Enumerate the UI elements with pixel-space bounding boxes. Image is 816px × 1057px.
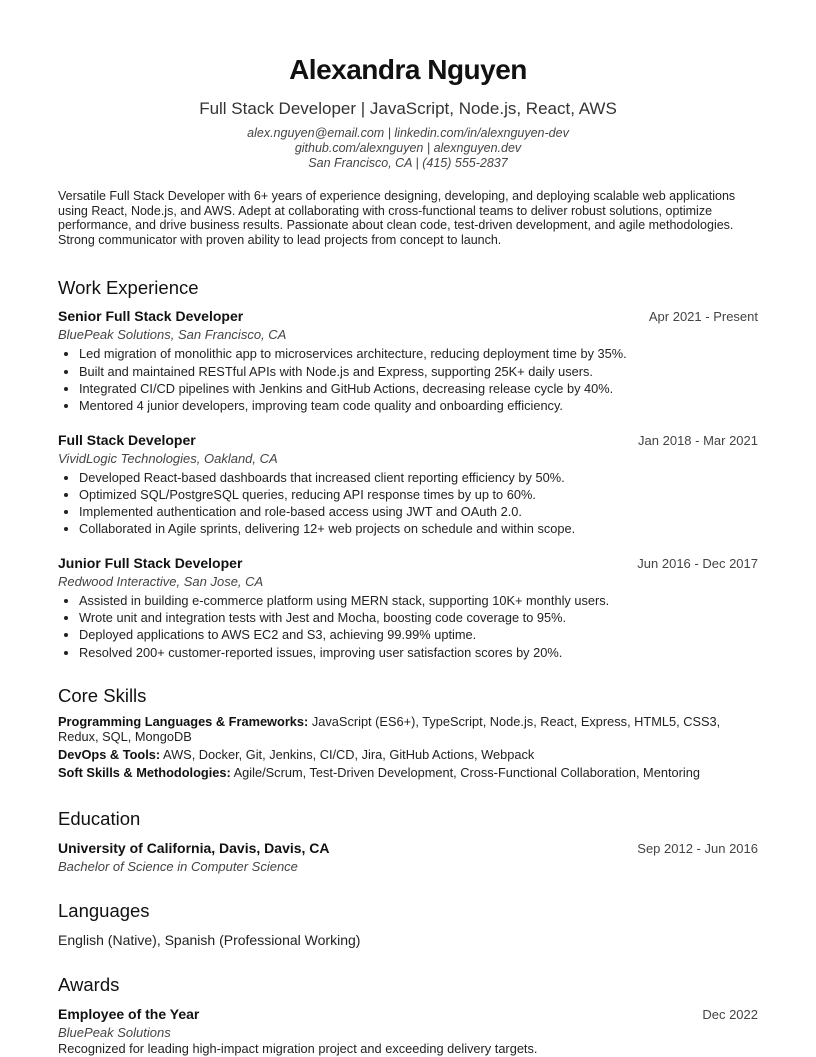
job-bullets: [58, 469, 758, 538]
skill-label: DevOps & Tools:: [58, 746, 161, 762]
degree: Bachelor of Science in Computer Science: [58, 858, 298, 874]
contact-github-website: github.com/alexnguyen | alexnguyen.dev: [294, 141, 522, 155]
job-bullets: [58, 345, 758, 414]
skill-value: AWS, Docker, Git, Jenkins, CI/CD, Jira, GitHub Actions, Webpack: [163, 746, 535, 762]
resume-header: [58, 52, 758, 171]
skill-row: [58, 748, 758, 763]
job-title: Junior Full Stack Developer: [58, 554, 243, 571]
section-title-languages: Languages: [58, 899, 150, 921]
candidate-name: Alexandra Nguyen: [289, 54, 527, 85]
job-company: Redwood Interactive, San Jose, CA: [58, 573, 264, 589]
job-company: BluePeak Solutions, San Francisco, CA: [58, 327, 287, 343]
section-title-education: Education: [58, 807, 141, 829]
job-bullet: • Collaborated in Agile sprints, delivering 12+ web projects on schedule and within scope.: [79, 520, 758, 537]
job-company: VividLogic Technologies, Oakland, CA: [58, 450, 278, 466]
school-name: University of California, Davis, Davis, CA: [58, 839, 330, 856]
job-entry: [58, 554, 758, 661]
skill-label: Soft Skills & Methodologies:: [58, 764, 231, 780]
skill-label: Programming Languages & Frameworks:: [58, 713, 309, 729]
award-header: [58, 1005, 758, 1024]
job-header: [58, 307, 758, 326]
job-bullet: • Implemented authentication and role-based access using JWT and OAuth 2.0.: [79, 503, 758, 520]
job-entry: [58, 431, 758, 538]
education-section: [58, 807, 758, 875]
job-entry: [58, 307, 758, 414]
award-organization: BluePeak Solutions: [58, 1024, 171, 1040]
skill-value: JavaScript (ES6+), TypeScript, Node.js, React, Express, HTML5, CSS3, Redux, SQL, MongoDB: [58, 713, 721, 744]
award-date: Dec 2022: [702, 1006, 758, 1022]
education-entry: [58, 839, 758, 875]
job-bullet: • Resolved 200+ customer-reported issues, improving user satisfaction scores by 20%.: [79, 644, 758, 661]
professional-summary: Versatile Full Stack Developer with 6+ years of experience designing, developing, and deploying scalable web applications using React, Node.js, and AWS. Adept at collaborating with cross-functional teams to deliver robust solutions, optimize performance, and drive business results. Passionate about clean code, test-driven development, and agile methodologies. Strong communicator with proven ability to lead projects from concept to launch.: [58, 189, 736, 247]
job-bullet: • Developed React-based dashboards that increased client reporting efficiency by 50%.: [79, 469, 758, 486]
section-title-skills: Core Skills: [58, 684, 147, 706]
skill-row: [58, 715, 758, 744]
award-description: Recognized for leading high-impact migration project and exceeding delivery targets.: [58, 1040, 538, 1056]
job-dates: Jan 2018 - Mar 2021: [638, 432, 758, 448]
job-bullet: • Mentored 4 junior developers, improving team code quality and onboarding efficiency.: [79, 397, 758, 414]
contact-info: [58, 126, 758, 171]
languages-section: [58, 899, 758, 949]
job-bullet: • Wrote unit and integration tests with Jest and Mocha, boosting code coverage to 95%.: [79, 609, 758, 626]
job-bullet: • Integrated CI/CD pipelines with Jenkins and GitHub Actions, decreasing release cycle by 40%.: [79, 380, 758, 397]
contact-location-phone: San Francisco, CA | (415) 555-2837: [308, 156, 508, 170]
awards-section: [58, 973, 758, 1057]
skill-row: [58, 766, 758, 781]
job-title: Senior Full Stack Developer: [58, 308, 244, 325]
job-dates: Apr 2021 - Present: [648, 309, 758, 325]
section-title-work: Work Experience: [58, 277, 199, 299]
resume-page: [58, 52, 758, 1057]
award-entry: [58, 1005, 758, 1057]
job-header: [58, 431, 758, 450]
job-title: Full Stack Developer: [58, 431, 196, 448]
job-bullet: • Optimized SQL/PostgreSQL queries, reducing API response times by up to 60%.: [79, 486, 758, 503]
core-skills-section: [58, 684, 758, 781]
job-bullet: • Assisted in building e-commerce platform using MERN stack, supporting 10K+ monthly users.: [79, 592, 758, 609]
section-title-awards: Awards: [58, 973, 120, 995]
job-bullet: • Led migration of monolithic app to microservices architecture, reducing deployment time by 35%.: [79, 345, 758, 362]
candidate-headline: Full Stack Developer | JavaScript, Node.js, React, AWS: [199, 99, 617, 118]
education-dates: Sep 2012 - Jun 2016: [637, 840, 758, 856]
job-header: [58, 554, 758, 573]
award-title: Employee of the Year: [58, 1005, 200, 1022]
languages-list: English (Native), Spanish (Professional Working): [58, 931, 361, 948]
job-bullets: [58, 592, 758, 661]
contact-email-linkedin: alex.nguyen@email.com | linkedin.com/in/alexnguyen-dev: [247, 126, 569, 140]
job-bullet: • Deployed applications to AWS EC2 and S3, achieving 99.99% uptime.: [79, 626, 758, 643]
work-experience-section: [58, 276, 758, 661]
skills-list: [58, 715, 758, 781]
job-dates: Jun 2016 - Dec 2017: [637, 555, 758, 571]
education-header: [58, 839, 758, 858]
job-bullet: • Built and maintained RESTful APIs with Node.js and Express, supporting 25K+ daily users.: [79, 363, 758, 380]
skill-value: Agile/Scrum, Test-Driven Development, Cross-Functional Collaboration, Mentoring: [233, 764, 700, 780]
